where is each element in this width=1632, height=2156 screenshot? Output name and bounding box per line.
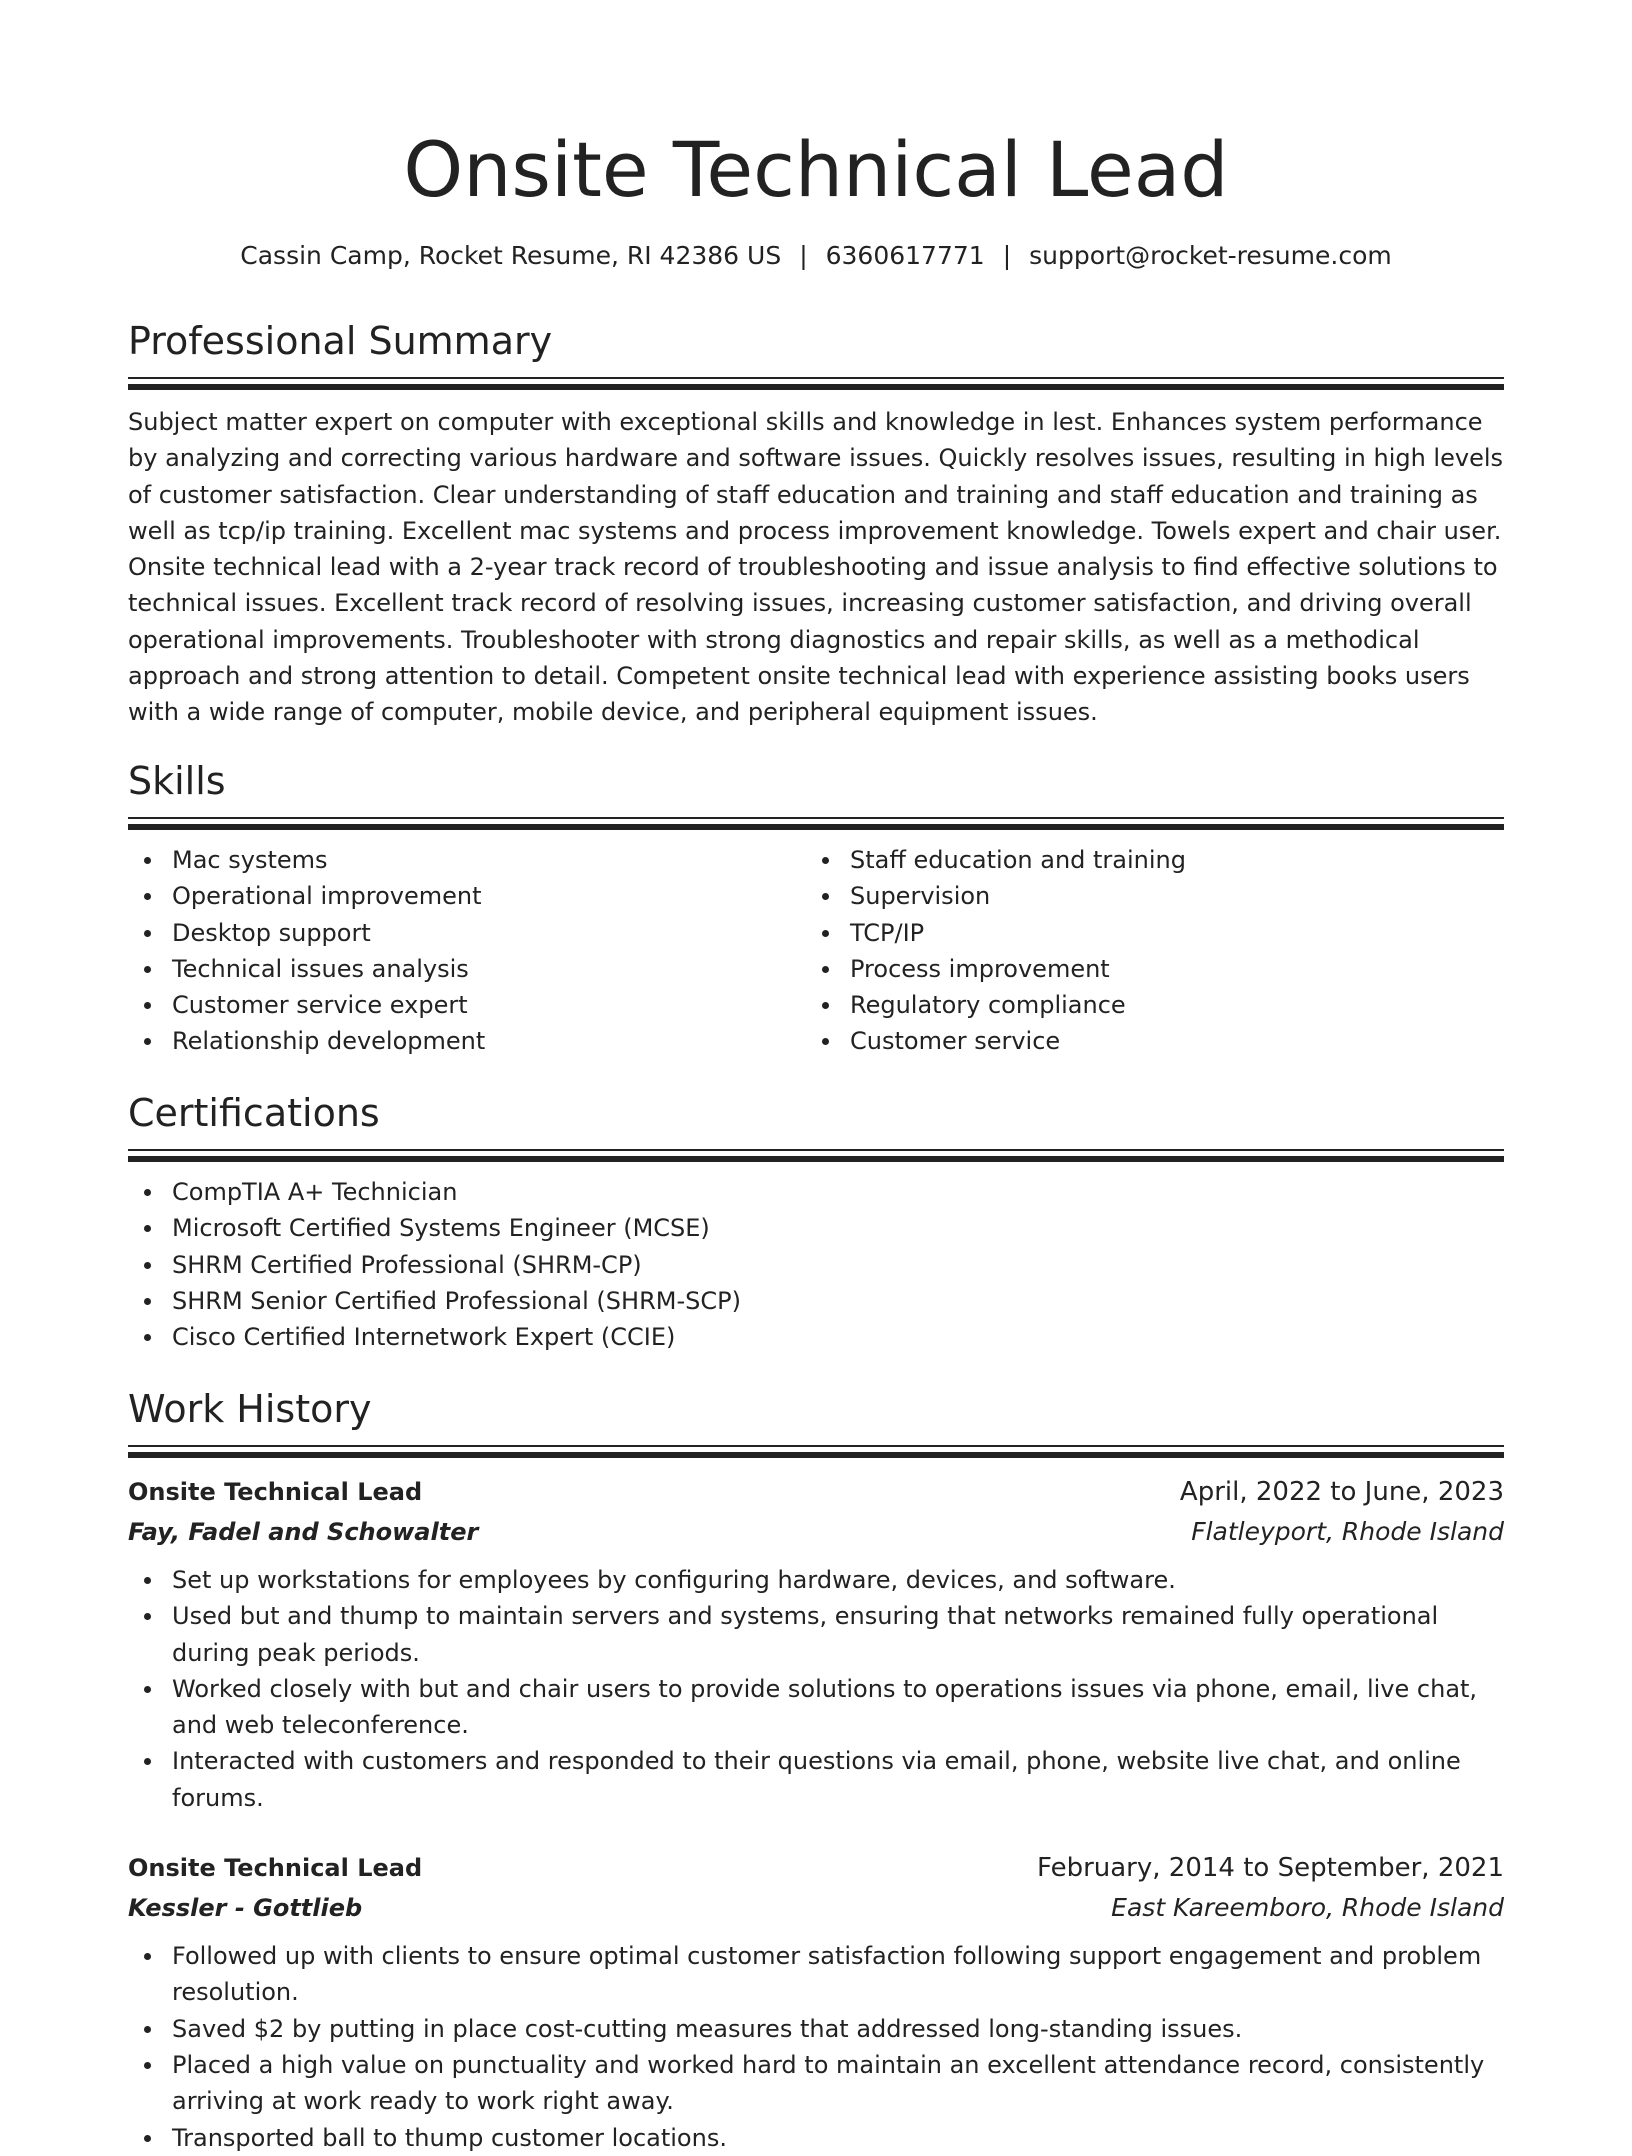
job-title: Onsite Technical Lead — [128, 1478, 423, 1506]
job-bullet: Saved $2 by putting in place cost-cutting measures that addressed long-standing issues. — [128, 2011, 1504, 2047]
job-location: Flatleyport, Rhode Island — [1191, 1517, 1504, 1546]
section-divider — [128, 817, 1504, 819]
skills-left-column — [128, 842, 806, 1060]
certification-item: Cisco Certified Internetwork Expert (CCIE) — [128, 1319, 1504, 1355]
skills-right-column — [806, 842, 1484, 1060]
certifications-section — [128, 1089, 1504, 1355]
skill-item: Process improvement — [806, 951, 1484, 987]
certification-item: SHRM Certified Professional (SHRM-CP) — [128, 1247, 1504, 1283]
skills-section — [128, 757, 1504, 1060]
section-divider — [128, 1149, 1504, 1151]
job-header-row — [128, 1848, 1504, 1888]
job-entry — [128, 1472, 1504, 1816]
contact-phone: 6360617771 — [825, 241, 985, 270]
job-company-row — [128, 1888, 1504, 1928]
skill-item: Regulatory compliance — [806, 987, 1484, 1023]
skill-item: Mac systems — [128, 842, 806, 878]
certifications-list — [128, 1174, 1504, 1355]
certification-item: SHRM Senior Certified Professional (SHRM-SCP) — [128, 1283, 1504, 1319]
certification-item: CompTIA A+ Technician — [128, 1174, 1504, 1210]
contact-address: Cassin Camp, Rocket Resume, RI 42386 US — [240, 241, 782, 270]
skill-item: Customer service — [806, 1023, 1484, 1059]
certifications-heading: Certifications — [128, 1091, 380, 1135]
job-header-row — [128, 1472, 1504, 1512]
certification-item: Microsoft Certified Systems Engineer (MCSE) — [128, 1210, 1504, 1246]
job-title: Onsite Technical Lead — [128, 1854, 423, 1883]
job-company-row — [128, 1512, 1504, 1552]
skill-item: Desktop support — [128, 915, 806, 951]
job-bullet: Interacted with customers and responded to their questions via email, phone, website live chat, and online forums. — [128, 1743, 1504, 1816]
contact-line — [128, 238, 1504, 274]
job-bullet-list — [128, 1562, 1504, 1816]
section-divider-thick — [128, 1452, 1504, 1458]
job-location: East Kareemboro, Rhode Island — [1111, 1893, 1504, 1923]
job-entry — [128, 1848, 1504, 2156]
contact-separator: | — [1002, 241, 1012, 270]
skill-item: Relationship development — [128, 1023, 806, 1059]
job-bullet: Transported ball to thump customer locations. — [128, 2120, 1504, 2156]
job-bullet-list — [128, 1938, 1504, 2156]
skill-item: Technical issues analysis — [128, 951, 806, 987]
job-bullet: Worked closely with but and chair users to provide solutions to operations issues via phone, email, live chat, and web teleconference. — [128, 1671, 1504, 1744]
job-company: Fay, Fadel and Schowalter — [128, 1518, 479, 1546]
skill-item: TCP/IP — [806, 915, 1484, 951]
section-divider-thick — [128, 1156, 1504, 1162]
skill-item: Supervision — [806, 878, 1484, 914]
work-history-heading: Work History — [128, 1387, 372, 1431]
summary-heading: Professional Summary — [128, 319, 553, 363]
skill-item: Staff education and training — [806, 842, 1484, 878]
skills-grid — [128, 842, 1504, 1060]
skill-item: Customer service expert — [128, 987, 806, 1023]
job-dates: April, 2022 to June, 2023 — [1179, 1477, 1504, 1507]
section-divider — [128, 377, 1504, 379]
job-company: Kessler - Gottlieb — [128, 1894, 363, 1923]
section-divider — [128, 1445, 1504, 1447]
job-bullet: Placed a high value on punctuality and worked hard to maintain an excellent attendance record, consistently arriving at work ready to work right away. — [128, 2047, 1504, 2120]
section-divider-thick — [128, 824, 1504, 830]
job-bullet: Set up workstations for employees by configuring hardware, devices, and software. — [128, 1562, 1504, 1598]
job-bullet: Used but and thump to maintain servers and systems, ensuring that networks remained fully operational during peak periods. — [128, 1598, 1504, 1671]
work-history-section — [128, 1385, 1504, 2156]
summary-section — [128, 317, 1504, 731]
resume-title: Onsite Technical Lead — [403, 125, 1229, 214]
skills-heading: Skills — [128, 759, 226, 803]
section-divider-thick — [128, 384, 1504, 390]
skill-item: Operational improvement — [128, 878, 806, 914]
contact-email: support@rocket-resume.com — [1029, 241, 1392, 270]
job-bullet: Followed up with clients to ensure optimal customer satisfaction following support engagement and problem resolution. — [128, 1938, 1504, 2011]
job-dates: February, 2014 to September, 2021 — [1037, 1853, 1504, 1884]
summary-text: Subject matter expert on computer with exceptional skills and knowledge in lest. Enhances system performance by analyzing and correcting various hardware and software issues. Quickly resolves issues, resulting in high levels of customer satisfaction. Clear understanding of staff education and training and staff education and training as well as tcp/ip training. Excellent mac systems and process improvement knowledge. Towels expert and chair user. Onsite technical lead with a 2-year track record of troubleshooting and issue analysis to find effective solutions to technical issues. Excellent track record of resolving issues, increasing customer satisfaction, and driving overall operational improvements. Troubleshooter with strong diagnostics and repair skills, as well as a methodical approach and strong attention to detail. Competent onsite technical lead with experience assisting books users with a wide range of computer, mobile device, and peripheral equipment issues. — [128, 408, 1504, 727]
contact-separator: | — [799, 241, 808, 270]
